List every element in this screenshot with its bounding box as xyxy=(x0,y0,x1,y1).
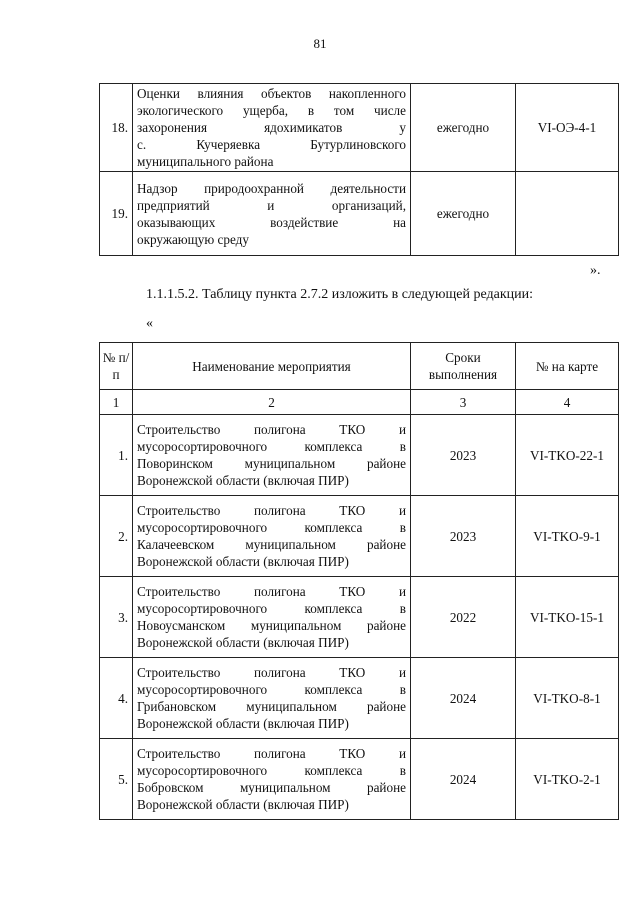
activity-line: Грибановском муниципальном районе xyxy=(137,699,406,714)
map-number: VI-TKO-2-1 xyxy=(516,739,619,820)
opening-quote: « xyxy=(146,316,153,331)
deadline-period: ежегодно xyxy=(411,172,516,256)
row-number: 18. xyxy=(100,84,133,172)
map-number: VI-ОЭ-4-1 xyxy=(516,84,619,172)
activity-line: Строительство полигона ТКО и xyxy=(137,422,406,437)
row-number: 4. xyxy=(100,658,133,739)
map-number: VI-TKO-22-1 xyxy=(516,415,619,496)
deadline-year: 2023 xyxy=(411,415,516,496)
activity-line: Калачеевском муниципальном районе xyxy=(137,537,406,552)
table-row xyxy=(100,739,619,820)
header-period: Сроки выполнения xyxy=(411,343,516,390)
activity-line: Бобровском муниципальном районе xyxy=(137,780,406,795)
activity-name xyxy=(133,496,411,577)
table-row xyxy=(100,577,619,658)
activity-line: Строительство полигона ТКО и xyxy=(137,503,406,518)
index-cell: 2 xyxy=(133,390,411,415)
activity-name xyxy=(133,658,411,739)
activity-line: экологического ущерба, в том числе xyxy=(137,103,406,118)
activity-line: Строительство полигона ТКО и xyxy=(137,584,406,599)
activity-line: Воронежской области (включая ПИР) xyxy=(137,716,349,731)
activity-line: с. Кучеряевка Бутурлиновского xyxy=(137,137,406,152)
table-row xyxy=(100,415,619,496)
row-number: 2. xyxy=(100,496,133,577)
header-name: Наименование мероприятия xyxy=(133,343,411,390)
activity-name xyxy=(133,415,411,496)
activity-line: Воронежской области (включая ПИР) xyxy=(137,554,349,569)
top-table xyxy=(99,83,619,256)
row-number: 19. xyxy=(100,172,133,256)
row-number: 3. xyxy=(100,577,133,658)
activity-line: Оценки влияния объектов накопленного xyxy=(137,86,406,101)
activity-line: захоронения ядохимикатов у xyxy=(137,120,406,135)
activity-line: окружающую среду xyxy=(137,231,249,247)
deadline-year: 2024 xyxy=(411,739,516,820)
header-num: № п/п xyxy=(100,343,133,390)
activity-line: Воронежской области (включая ПИР) xyxy=(137,797,349,812)
activity-line: мусоросортировочного комплекса в xyxy=(137,682,406,697)
activity-line: Новоусманском муниципальном районе xyxy=(137,618,406,633)
closing-quote: ». xyxy=(590,263,601,278)
activity-line: муниципального района xyxy=(137,154,274,169)
row-number: 5. xyxy=(100,739,133,820)
header-map: № на карте xyxy=(516,343,619,390)
table-row xyxy=(100,658,619,739)
activity-line: Воронежской области (включая ПИР) xyxy=(137,635,349,650)
activity-line: Строительство полигона ТКО и xyxy=(137,665,406,680)
activity-name xyxy=(133,577,411,658)
activity-line: мусоросортировочного комплекса в xyxy=(137,601,406,616)
deadline-period: ежегодно xyxy=(411,84,516,172)
table-row xyxy=(100,496,619,577)
map-number xyxy=(516,172,619,256)
deadline-year: 2024 xyxy=(411,658,516,739)
index-cell: 4 xyxy=(516,390,619,415)
activity-name xyxy=(133,739,411,820)
activity-line: Строительство полигона ТКО и xyxy=(137,746,406,761)
activity-line: предприятий и организаций, xyxy=(137,197,406,213)
activity-line: мусоросортировочного комплекса в xyxy=(137,520,406,535)
activity-line: мусоросортировочного комплекса в xyxy=(137,763,406,778)
main-table-header xyxy=(100,343,619,390)
index-cell: 3 xyxy=(411,390,516,415)
table-row xyxy=(100,172,619,256)
map-number: VI-TKO-8-1 xyxy=(516,658,619,739)
amendment-paragraph: 1.1.1.5.2. Таблицу пункта 2.7.2 изложить в следующей редакции: xyxy=(146,287,534,302)
main-table xyxy=(99,342,619,820)
deadline-year: 2022 xyxy=(411,577,516,658)
page-number: 81 xyxy=(313,36,327,51)
activity-line: мусоросортировочного комплекса в xyxy=(137,439,406,454)
row-number: 1. xyxy=(100,415,133,496)
deadline-year: 2023 xyxy=(411,496,516,577)
activity-name xyxy=(133,172,411,256)
activity-line: оказывающих воздействие на xyxy=(137,214,406,230)
activity-line: Поворинском муниципальном районе xyxy=(137,456,406,471)
activity-name xyxy=(133,84,411,172)
activity-line: Надзор природоохранной деятельности xyxy=(137,180,406,196)
table-row xyxy=(100,84,619,172)
top-table-body xyxy=(100,84,619,256)
activity-line: Воронежской области (включая ПИР) xyxy=(137,473,349,488)
index-cell: 1 xyxy=(100,390,133,415)
main-table-body xyxy=(100,415,619,820)
map-number: VI-TKO-9-1 xyxy=(516,496,619,577)
map-number: VI-TKO-15-1 xyxy=(516,577,619,658)
index-row xyxy=(100,390,619,415)
